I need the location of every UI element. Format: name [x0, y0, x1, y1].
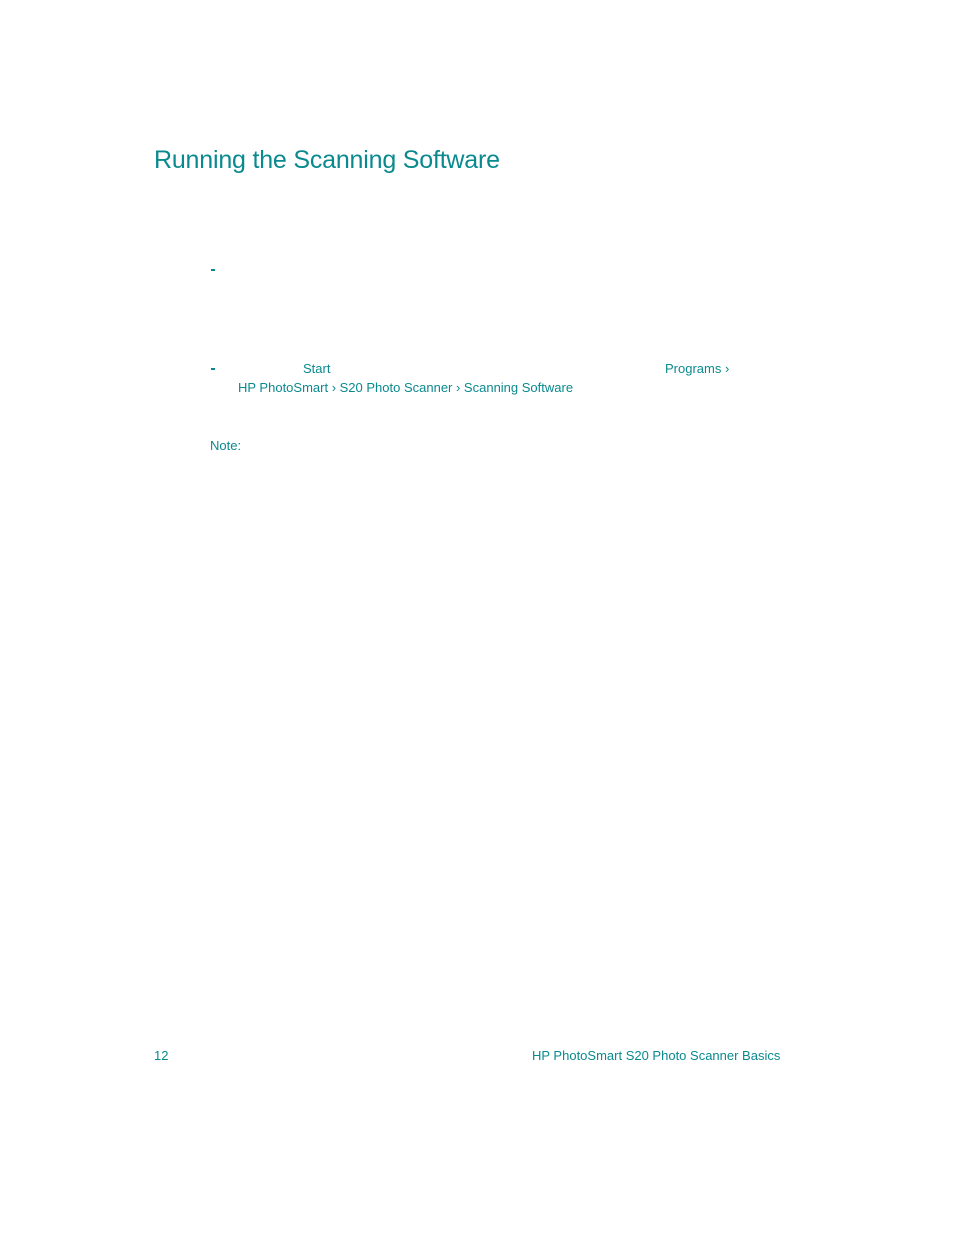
section-title: Running the Scanning Software — [154, 146, 500, 174]
step-2-bullet — [211, 368, 215, 370]
step-1-bullet — [211, 269, 215, 271]
start-menu-label: Start — [303, 361, 331, 376]
menu-path-label: HP PhotoSmart › S20 Photo Scanner › Scanning Software — [238, 380, 574, 395]
page-number: 12 — [154, 1048, 169, 1063]
programs-menu-label: Programs › — [665, 361, 730, 376]
footer-book-title: HP PhotoSmart S20 Photo Scanner Basics — [532, 1048, 781, 1063]
note-label: Note: — [210, 438, 242, 453]
